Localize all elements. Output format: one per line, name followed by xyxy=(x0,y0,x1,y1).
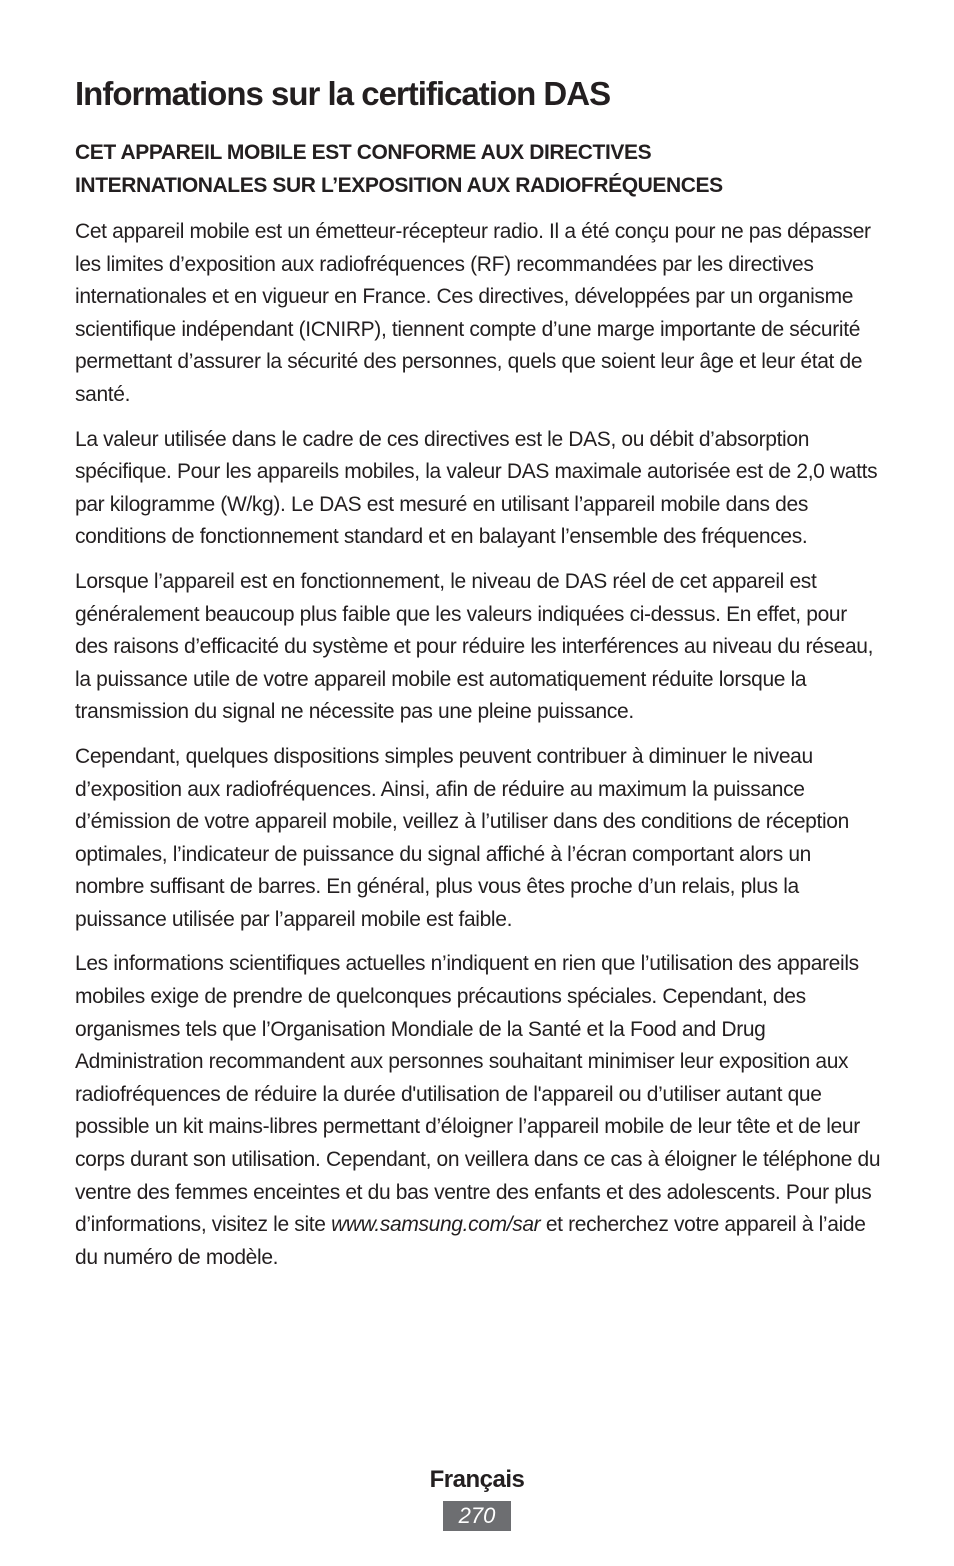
section-heading-line-1: CET APPAREIL MOBILE EST CONFORME AUX DIRECTIVES xyxy=(75,141,652,164)
samsung-sar-link[interactable]: www.samsung.com/sar xyxy=(331,1213,541,1237)
page-title: Informations sur la certification DAS xyxy=(75,75,611,112)
paragraph-5-text: Les informations scientifiques actuelles n’indiquent en rien que l’utilisation des appareils mobiles exige de prendre de quelconques précautions spéciales. Cependant, des organismes tels que l’Organisation Mondiale de la Santé et la Food and Drug Administration recommandent aux personnes souhaitant minimiser leur exposition aux radiofréquences de réduire la durée d'utilisation de l'appareil ou d’utiliser autant que possible un kit mains-libres permettant d’éloigner l’appareil mobile de leur tête et de leur corps durant son utilisation. Cependant, on veillera dans ce cas à éloigner le téléphone du ventre des femmes enceintes et du bas ventre des enfants et des adolescents. Pour plus d’informations, visitez le site xyxy=(75,952,881,1237)
section-heading xyxy=(75,136,885,202)
footer-language: Français xyxy=(429,1466,525,1493)
document-body xyxy=(75,70,885,1274)
paragraph-3: Lorsque l’appareil est en fonctionnement, le niveau de DAS réel de cet appareil est généralement beaucoup plus faible que les valeurs indiquées ci-dessus. En effet, pour des raisons d’efficacité du système et pour réduire les interférences au niveau du réseau, la puissance utile de votre appareil mobile est automatiquement réduite lorsque la transmission du signal ne nécessite pas une pleine puissance. xyxy=(75,569,874,724)
paragraph-1: Cet appareil mobile est un émetteur-récepteur radio. Il a été conçu pour ne pas dépasser les limites d’exposition aux radiofréquences (RF) recommandées par les directives internationales et en vigueur en France. Ces directives, développées par un organisme scientifique indépendant (ICNIRP), tiennent compte d’une marge importante de sécurité permettant d’assurer la sécurité des personnes, quels que soient leur âge et leur état de santé. xyxy=(75,220,871,406)
section-heading-line-2: INTERNATIONALES SUR L’EXPOSITION AUX RADIOFRÉQUENCES xyxy=(75,174,723,197)
page-number-badge: 270 xyxy=(443,1501,511,1531)
paragraph-5-text-end: et recherchez votre appareil à l’aide du numéro de modèle. xyxy=(75,1213,866,1269)
page-footer xyxy=(0,1463,954,1531)
paragraph-2: La valeur utilisée dans le cadre de ces directives est le DAS, ou débit d’absorption spécifique. Pour les appareils mobiles, la valeur DAS maximale autorisée est de 2,0 watts par kilogramme (W/kg). Le DAS est mesuré en utilisant l’appareil mobile dans des conditions de fonctionnement standard et en balayant l’ensemble des fréquences. xyxy=(75,427,878,549)
paragraph-4: Cependant, quelques dispositions simples peuvent contribuer à diminuer le niveau d’exposition aux radiofréquences. Ainsi, afin de réduire au maximum la puissance d’émission de votre appareil mobile, veillez à l’utiliser dans des conditions de réception optimales, l’indicateur de puissance du signal affiché à l’écran comportant alors un nombre suffisant de barres. En général, plus vous êtes proche d’un relais, plus la puissance utilisée par l’appareil mobile est faible. xyxy=(75,744,849,931)
paragraph-5 xyxy=(75,948,885,1274)
